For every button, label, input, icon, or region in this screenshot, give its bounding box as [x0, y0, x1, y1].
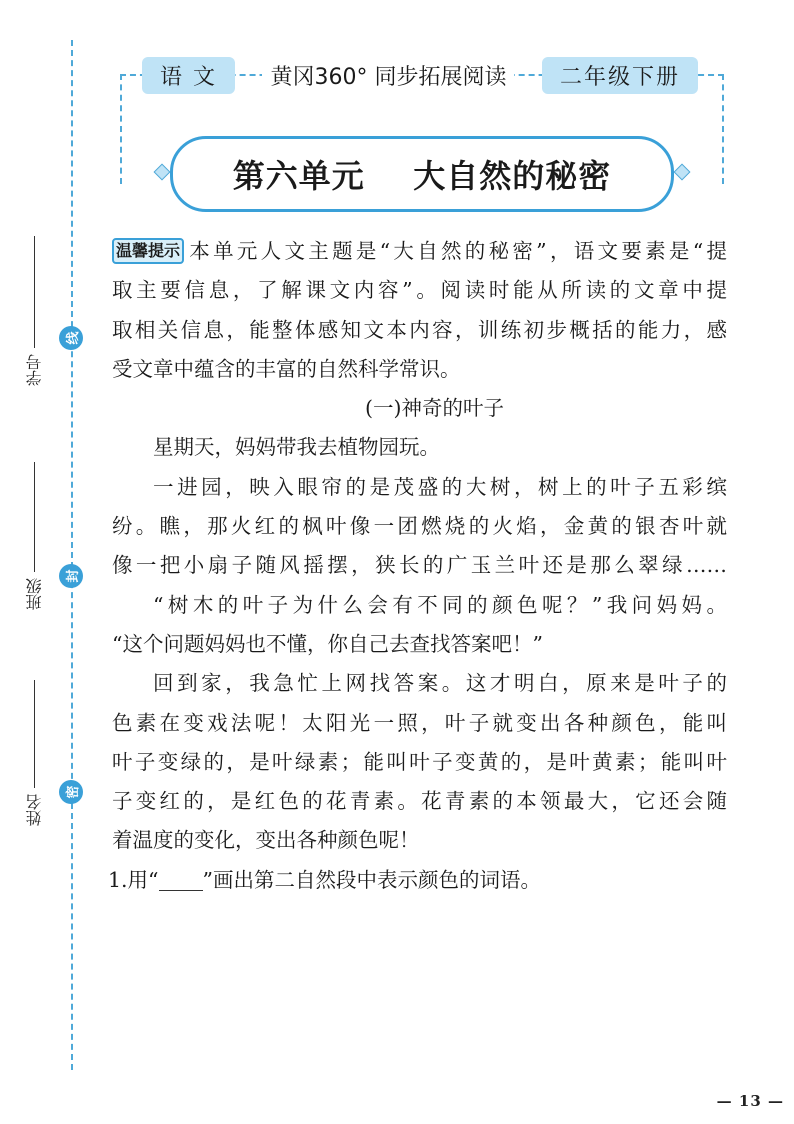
student-id-field[interactable] — [14, 236, 54, 386]
article-line: “这个问题妈妈也不懂，你自己去查找答案吧！” — [112, 631, 543, 656]
article-line: 色素在变戏法呢！太阳光一照，叶子就变出各种颜色，能叫 — [112, 710, 727, 735]
hint-line: 受文章中蕴含的丰富的自然科学常识。 — [112, 356, 461, 381]
class-field[interactable] — [14, 462, 54, 610]
student-id-label: 学号 — [24, 354, 44, 386]
hint-line: 取相关信息，能整体感知文本内容，训练初步概括的能力，感 — [112, 317, 727, 342]
article-line: 回到家，我急忙上网找答案。这才明白，原来是叶子的 — [153, 671, 727, 696]
article-title: (一)神奇的叶子 — [365, 396, 504, 421]
binding-mark-feng: 封 — [59, 564, 83, 588]
article-line: 纷。瞧，那火红的枫叶像一团燃烧的火焰，金黄的银杏叶就 — [112, 514, 727, 539]
hint-badge: 温馨提示 — [112, 238, 184, 264]
name-label: 姓名 — [24, 794, 44, 826]
binding-mark-mi: 密 — [59, 780, 83, 804]
article-line: 星期天，妈妈带我去植物园玩。 — [153, 435, 440, 460]
page-content — [108, 232, 727, 900]
name-line[interactable] — [34, 680, 35, 788]
class-line[interactable] — [34, 462, 35, 572]
name-field[interactable] — [14, 680, 54, 826]
header-bar — [142, 58, 698, 92]
unit-title-box — [170, 136, 674, 212]
page-number: — 13 — — [716, 1092, 784, 1110]
question-prefix: 1.用“ — [108, 867, 159, 892]
article-line: “树木的叶子为什么会有不同的颜色呢？”我问妈妈。 — [153, 592, 727, 617]
article-line: 子变红的，是红色的花青素。花青素的本领最大，它还会随 — [112, 789, 727, 814]
article-line: 一进园，映入眼帘的是茂盛的大树，树上的叶子五彩缤 — [153, 474, 727, 499]
unit-title: 第六单元 大自然的秘密 — [232, 157, 612, 195]
binding-dashed-line — [71, 40, 73, 1070]
student-id-line[interactable] — [34, 236, 35, 348]
hint-line: 取主要信息，了解课文内容”。阅读时能从所读的文章中提 — [112, 278, 727, 303]
class-label: 班级 — [24, 578, 44, 610]
answer-blank[interactable] — [159, 868, 203, 891]
article-line: 着温度的变化，变出各种颜色呢！ — [112, 828, 420, 853]
binding-mark-xian: 线 — [59, 326, 83, 350]
question-suffix: ”画出第二自然段中表示颜色的词语。 — [202, 867, 542, 892]
hint-line — [112, 232, 727, 271]
subject-tag: 语 文 — [142, 57, 235, 94]
article-line: 像一把小扇子随风摇摆，狭长的广玉兰叶还是那么翠绿…… — [112, 553, 727, 578]
grade-tag: 二年级下册 — [542, 57, 698, 94]
question-1 — [108, 861, 727, 900]
series-title: 黄冈360° 同步拓展阅读 — [262, 60, 514, 91]
hint-text: 本单元人文主题是“大自然的秘密”，语文要素是“提 — [186, 239, 727, 263]
article-line: 叶子变绿的，是叶绿素；能叫叶子变黄的，是叶黄素；能叫叶 — [112, 749, 727, 774]
